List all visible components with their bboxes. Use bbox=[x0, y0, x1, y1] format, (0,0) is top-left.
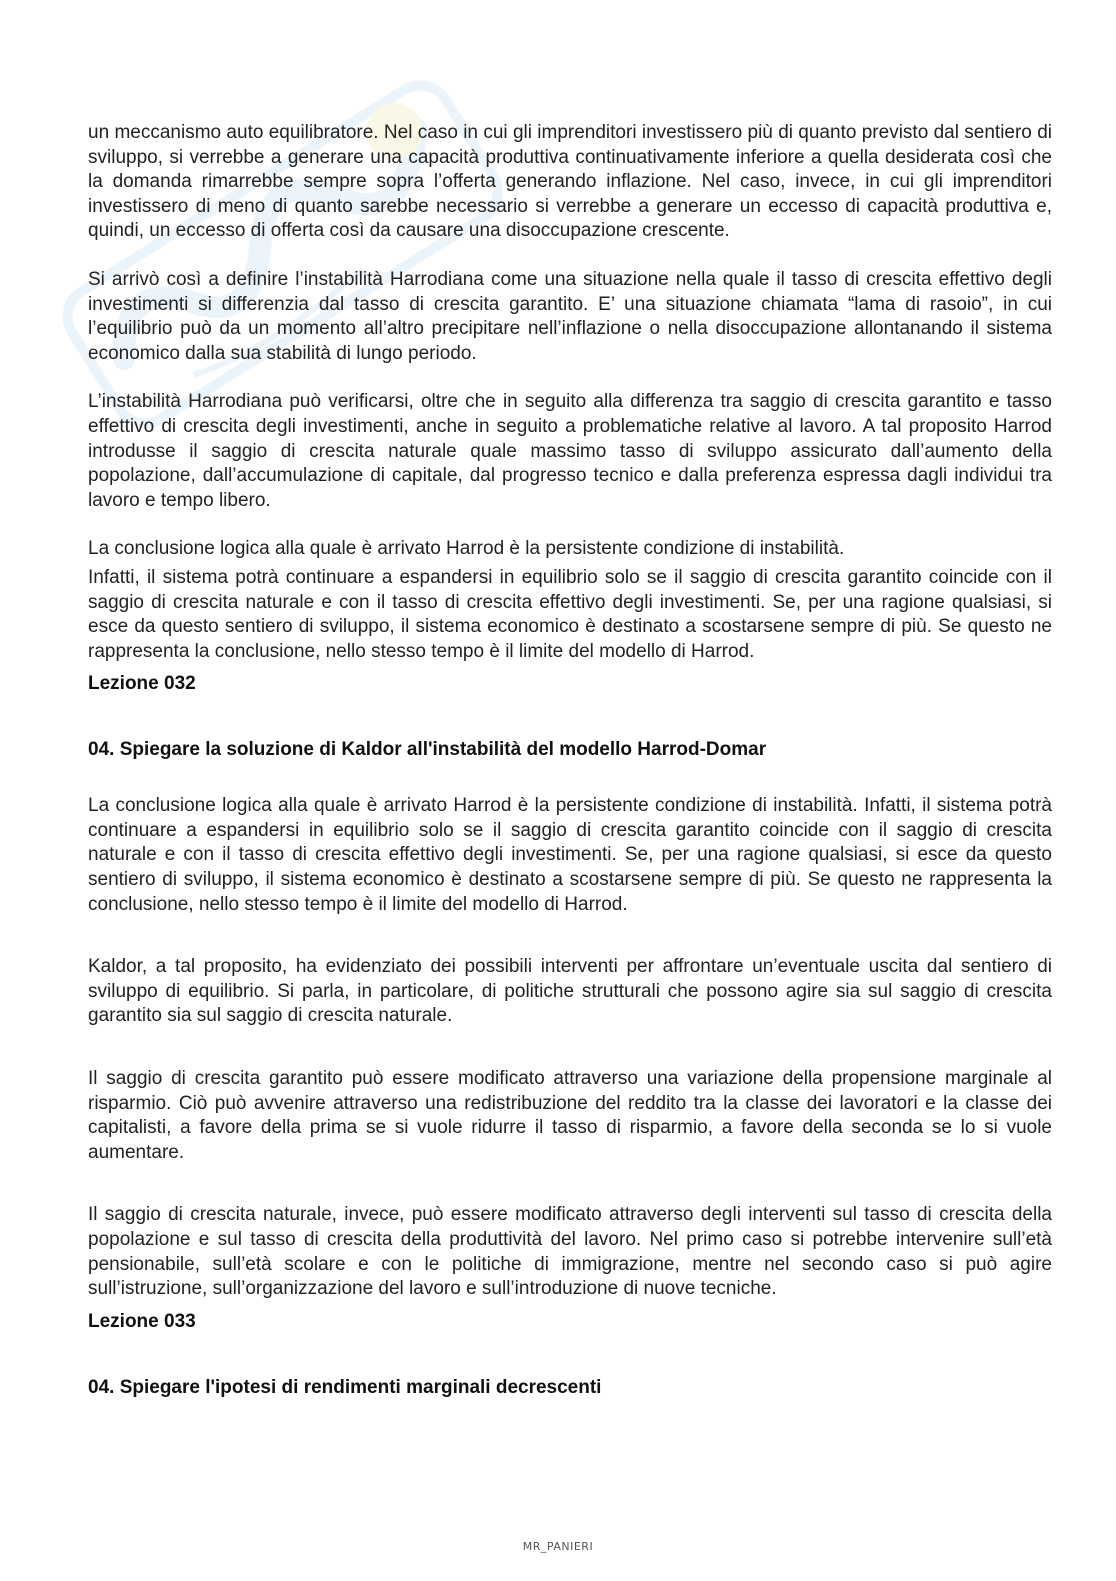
paragraph: L’instabilità Harrodiana può verificarsi, oltre che in seguito alla differenza tra saggio di crescita garantito e tasso effettivo di crescita degli investimenti, anche in seguito a problematiche relative al lavoro. A tal proposito Harrod introdusse il saggio di crescita naturale quale massimo tasso di sviluppo assicurato dall’aumento della popolazione, dall’accumulazione di capitale, dal progresso tecnico e dalla preferenza espressa dagli individui tra lavoro e tempo libero. bbox=[88, 391, 1052, 511]
lesson-heading: Lezione 033 bbox=[88, 1310, 196, 1332]
paragraph: Si arrivò così a definire l’instabilità Harrodiana come una situazione nella quale il tasso di crescita effettivo degli investimenti si differenzia dal tasso di crescita garantito. E’ una situazione chiamata “lama di rasoio”, in cui l’equilibrio può da un momento all’altro precipitare nell’inflazione o nella disoccupazione allontanando il sistema economico dalla sua stabilità di lungo periodo. bbox=[88, 268, 1052, 364]
paragraph: Kaldor, a tal proposito, ha evidenziato dei possibili interventi per affrontare un’eventuale uscita dal sentiero di sviluppo di equilibrio. Si parla, in particolare, di politiche strutturali che possono agire sia sul saggio di crescita garantito sia sul saggio di crescita naturale. bbox=[88, 956, 1052, 1027]
page-footer: MR_PANIERI bbox=[522, 1540, 594, 1553]
paragraph: La conclusione logica alla quale è arrivato Harrod è la persistente condizione di instabilità. bbox=[88, 538, 845, 560]
paragraph: Infatti, il sistema potrà continuare a espandersi in equilibrio solo se il saggio di crescita garantito coincide con il saggio di crescita naturale e con il tasso di crescita effettivo degli investimenti. Se, per una ragione qualsiasi, si esce da questo sentiero di sviluppo, il sistema economico è destinato a scostarsene sempre di più. Se questo ne rappresenta la conclusione, nello stesso tempo è il limite del modello di Harrod. bbox=[88, 566, 1052, 662]
paragraph: La conclusione logica alla quale è arrivato Harrod è la persistente condizione di instabilità. Infatti, il sistema potrà continuare a espandersi in equilibrio solo se il saggio di crescita garantito coincide con il saggio di crescita naturale e con il tasso di crescita effettivo degli investimenti. Se, per una ragione qualsiasi, si esce da questo sentiero di sviluppo, il sistema economico è destinato a scostarsene sempre di più. Se questo ne rappresenta la conclusione, nello stesso tempo è il limite del modello di Harrod. bbox=[88, 795, 1052, 915]
paragraph: Il saggio di crescita garantito può essere modificato attraverso una variazione della propensione marginale al risparmio. Ciò può avvenire attraverso una redistribuzione del reddito tra la classe dei lavoratori e la classe dei capitalisti, a favore della prima se si vuole ridurre il tasso di risparmio, a favore della seconda se lo si vuole aumentare. bbox=[88, 1068, 1052, 1163]
paragraph: un meccanismo auto equilibratore. Nel caso in cui gli imprenditori investissero più di quanto previsto dal sentiero di sviluppo, si verrebbe a generare una capacità produttiva continuativamente inferiore a quella desiderata così che la domanda rimarrebbe sempre sopra l’offerta generando inflazione. Nel caso, invece, in cui gli imprenditori investissero di meno di quanto sarebbe necessario si verrebbe a generare un eccesso di capacità produttiva e, quindi, un eccesso di offerta così da causare una disoccupazione crescente. bbox=[88, 122, 1052, 242]
paragraph: Il saggio di crescita naturale, invece, può essere modificato attraverso degli interventi sul tasso di crescita della popolazione e sul tasso di crescita della produttività del lavoro. Nel primo caso si potrebbe intervenire sull’età pensionabile, sull’età scolare e con le politiche di immigrazione, mentre nel secondo caso si può agire sull’istruzione, sull’organizzazione del lavoro e sull’introduzione di nuove tecniche. bbox=[88, 1204, 1052, 1300]
lesson-heading: Lezione 032 bbox=[88, 673, 196, 695]
question-heading: 04. Spiegare la soluzione di Kaldor all'instabilità del modello Harrod-Domar bbox=[88, 739, 767, 761]
document-page bbox=[88, 121, 1052, 1400]
question-heading: 04. Spiegare l'ipotesi di rendimenti marginali decrescenti bbox=[88, 1376, 602, 1398]
